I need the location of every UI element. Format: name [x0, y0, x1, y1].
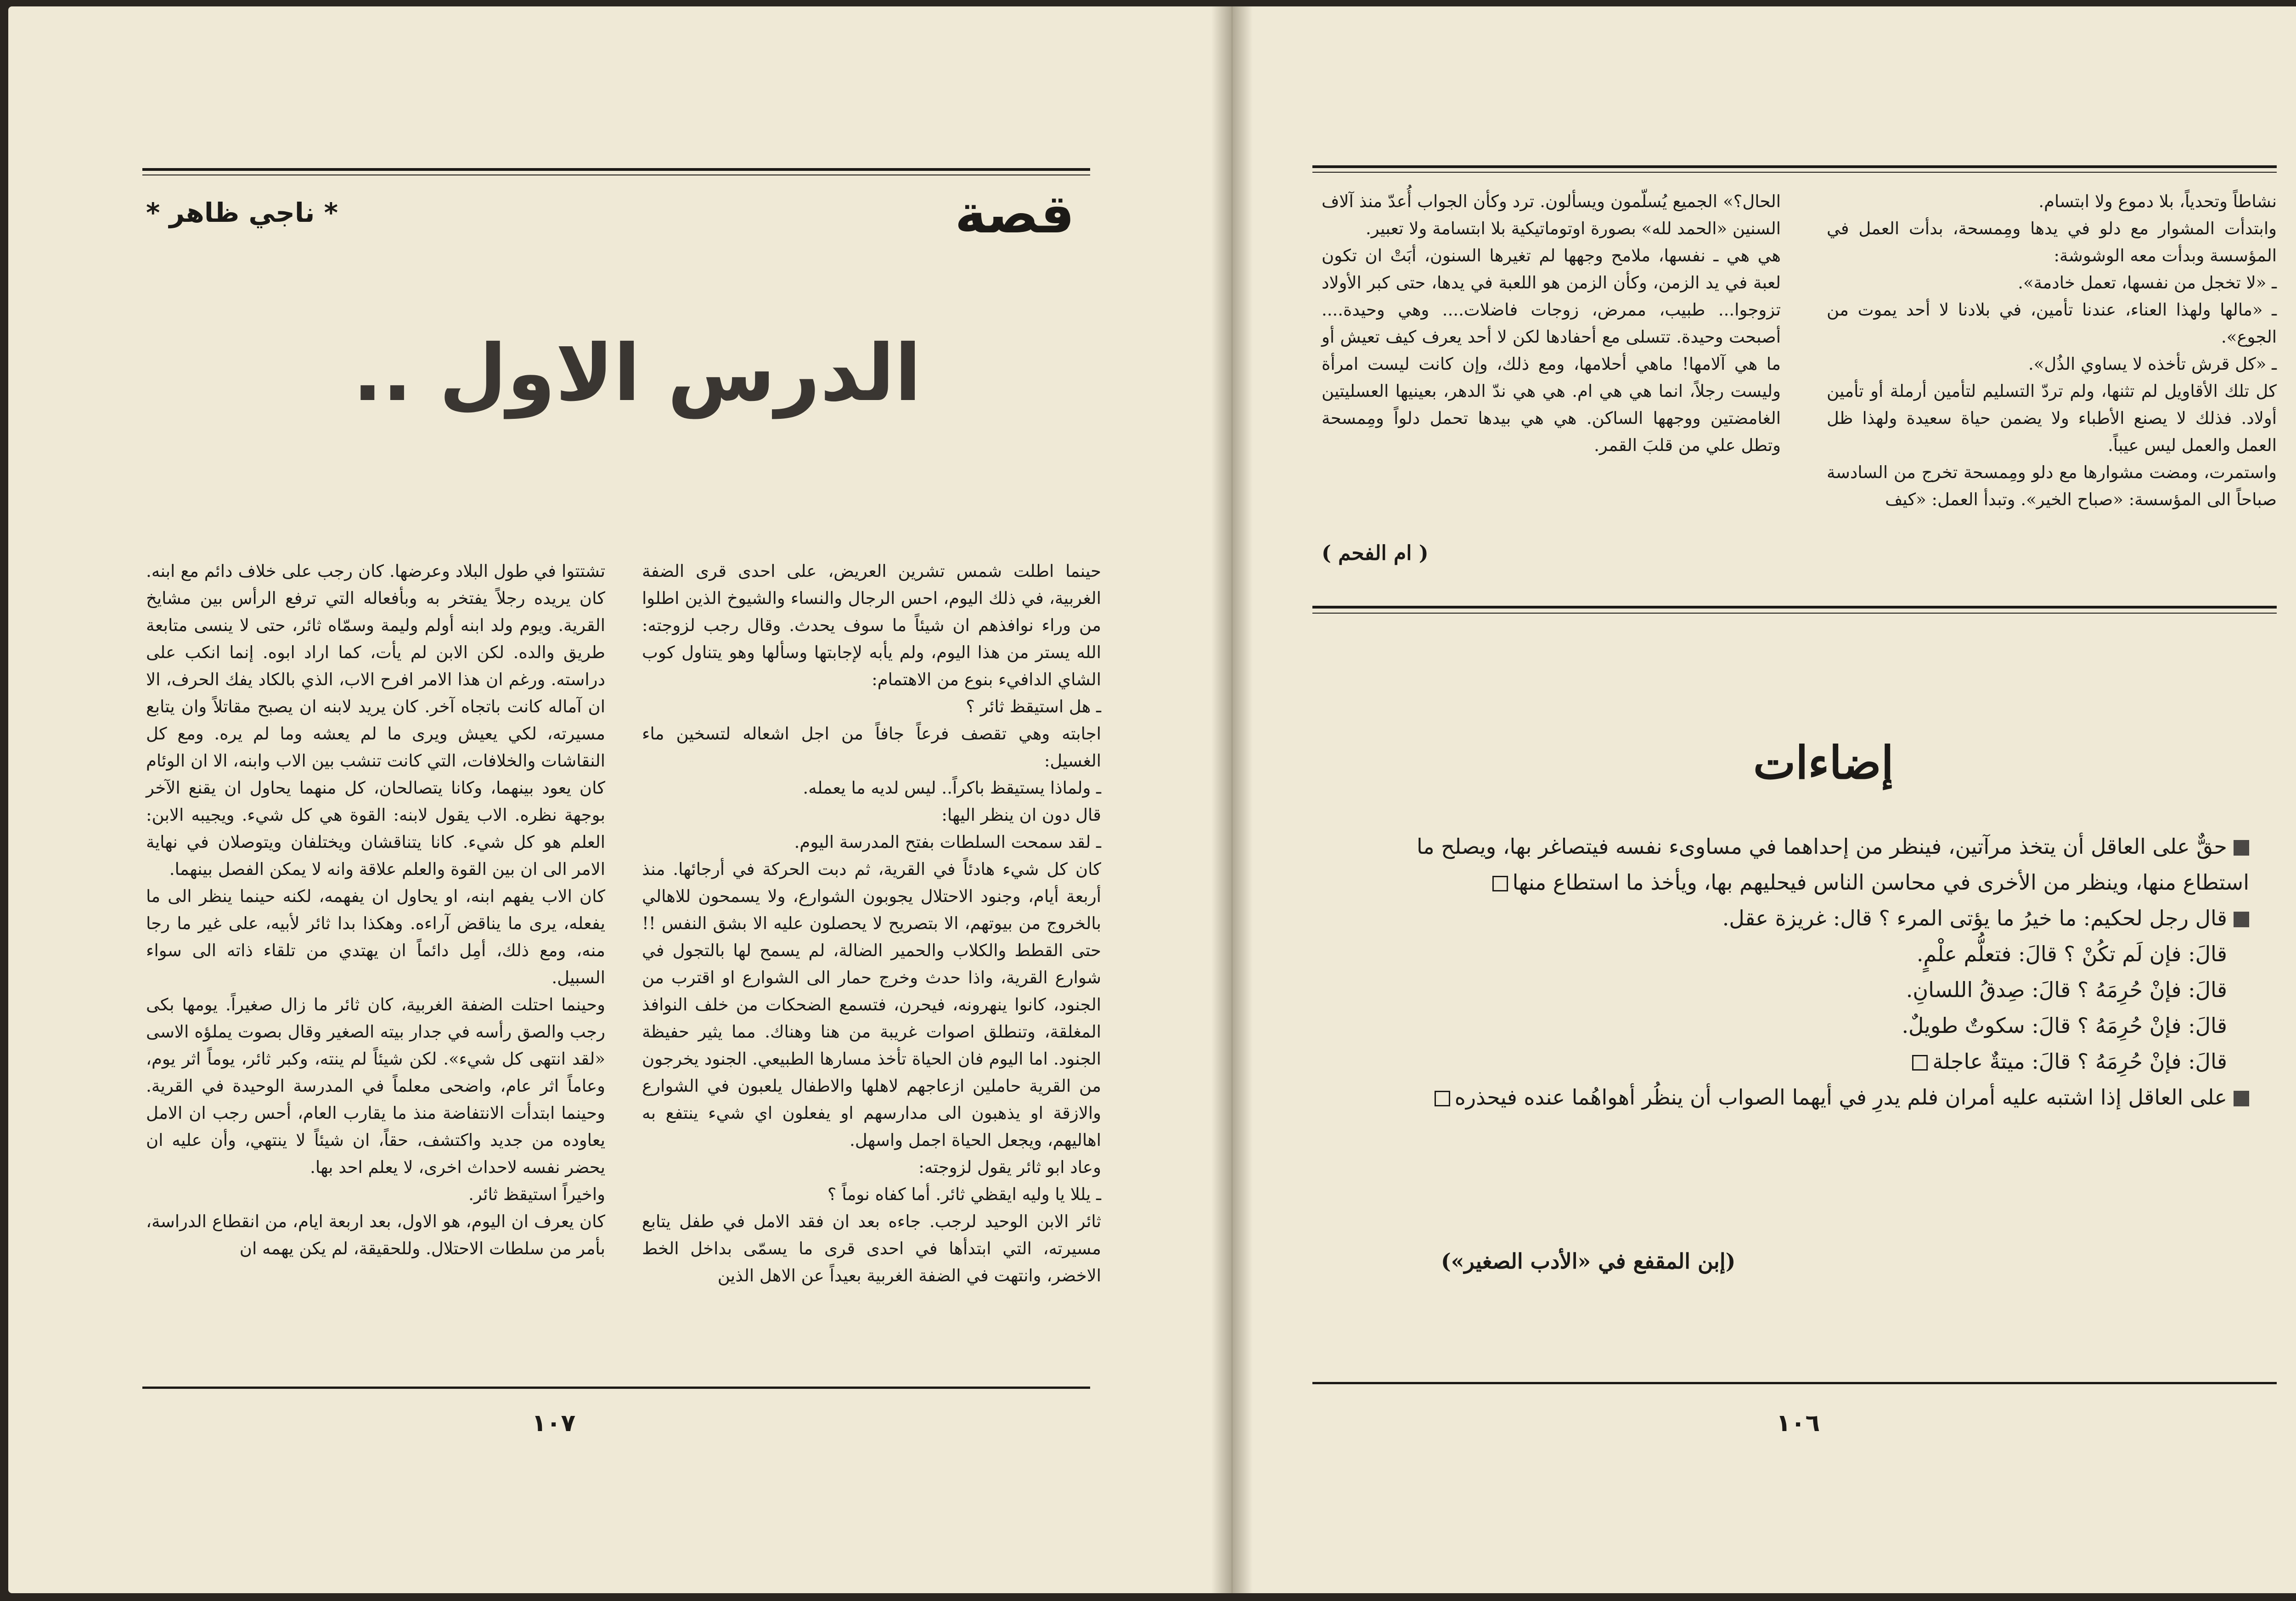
right-top-rule: [1312, 165, 2277, 168]
end-square-icon: [1912, 1055, 1928, 1071]
paragraph: وابتدأت المشوار مع دلو في يدها ومِمسحة، بدأت العمل في المؤسسة وبدأت معه الوشوشة:: [1827, 219, 2277, 265]
magazine-spread: [8, 6, 2296, 1593]
bullet-square-icon: [2234, 840, 2249, 856]
paragraph: ثائر الابن الوحيد لرجب. جاءه بعد ان فقد الامل في طفل يتابع مسيرته، التي ابتدأها في احدى قرى ما يسمّى بداخل الخط الاخضر، وانتهت في الضفة الغربية بعيداً عن الاهل الذين: [642, 1212, 1101, 1285]
idaat-item: قال رجل لحكيم: ما خيرُ ما يؤتى المرء ؟ قال: غريزة عقل.: [1395, 900, 2249, 936]
right-mid-rule: [1312, 606, 2277, 609]
article-column-right: [1827, 188, 2277, 513]
paragraph: نشاطاً وتحدياً، بلا دموع ولا ابتسام.: [2038, 192, 2277, 211]
paragraph: ـ هل استيقظ ثائر ؟: [966, 697, 1101, 716]
idaat-item: حقٌّ على العاقل أن يتخذ مرآتين، فينظر من إحداهما في مساوىء نفسه فيتصاغر بها، ويصلح ما استطاع منها، وينظر من الأخرى في محاسن الناس فيحليهم بها، ويأخذ ما استطاع منها: [1416, 834, 2249, 895]
idaat-item: قالَ: فإنْ حُرِمَهُ ؟ قالَ: ميتةٌ عاجلة: [1395, 1043, 2249, 1079]
paragraph: اجابته وهي تقصف فرعاً جافاً من اجل اشعاله لتسخين ماء الغسيل:: [642, 724, 1101, 771]
right-mid-rule-thin: [1312, 613, 2277, 614]
paragraph: ـ يللا يا وليه ايقظي ثائر. أما كفاه نوماً ؟: [827, 1184, 1101, 1204]
story-column-left: [146, 558, 605, 1262]
idaat-item: قالَ: فإن لَم تكُنْ ؟ قالَ: فتعلُّم علْمٍ.: [1916, 941, 2227, 966]
section-label: قصة: [955, 183, 1075, 245]
paragraph: وحينما احتلت الضفة الغربية، كان ثائر ما زال صغيراً. يومها بكى رجب والصق رأسه في جدار بيته الصغير وقال بصوت يملؤه الاسى «لقد انتهى كل شيء». لكن شيئاً لم ينته، وكبر ثائر، يوماً اثر يوم، وعاماً اثر عام، واضحى معلماً في المدرسة الوحيدة في القرية. وحينما ابتدأت الانتفاضة منذ ما يقارب العام، أحس رجب ان الامل يعاوده من جديد واكتشف، حقاً، ان شيئاً لا ينتهي، وأن عليه ان يحضر نفسه لاحداث اخرى، لا يعلم احد بها.: [146, 995, 605, 1177]
paragraph: قال دون ان ينظر اليها:: [941, 805, 1101, 825]
paragraph: ـ «كل قرش تأخذه لا يساوي الذُل».: [2028, 354, 2277, 374]
paragraph: ـ ولماذا يستيقظ باكراً.. ليس لديه ما يعمله.: [803, 778, 1101, 798]
paragraph: كل تلك الأقاويل لم تثنها، ولم تردّ التسليم لتأمين أرملة أو تأمين أولاد. فذلك لا يصنع الأطباء ولا يضمن حياة سعيدة ولهذا ظل العمل والعمل ليس عيباً.: [1827, 381, 2277, 455]
paragraph: كان الاب يفهم ابنه، او يحاول ان يفهمه، لكنه حينما ينظر الى ما يفعله، يرى ما يناقض آراءه. وهكذا بدا ثائر لأبيه، على غير ما رجا منه، ومع ذلك، أمِل دائماً ان يهتدي من تلقاء ذاته الى سواء السبيل.: [146, 886, 605, 987]
paragraph: ـ لقد سمحت السلطات بفتح المدرسة اليوم.: [794, 832, 1101, 852]
bullet-square-icon: [2234, 912, 2249, 927]
paragraph: ـ «لا تخجل من نفسها، تعمل خادمة».: [2018, 273, 2277, 293]
paragraph: هي هي ـ نفسها، ملامح وجهها لم تغيرها السنون، أبَتْ ان تكون لعبة في يد الزمن، وكأن الزمن هو اللعبة في يدها، حتى كبر الأولاد تزوجوا... طبيب، ممرض، زوجات فاضلات.... وهي وحيدة.... أصبحت وحيدة. تتسلى مع أحفادها لكن لا أحد يعرف كيف تعيش أو ما هي آلامها! ماهي أحلامها، ومع ذلك، وإن كانت ليست امرأة وليست رجلاً، انما هي هي ام. هي هي ندّ الدهر، بعينيها العسليتين الغامضتين ووجهها الساكن. هي هي بيدها تحمل دلواً ومِمسحة وتطل علي من قلبَ القمر.: [1322, 246, 1781, 455]
page-number-right: ١٠٦: [1776, 1409, 1820, 1437]
article-column-left: [1322, 188, 1781, 459]
idaat-item: قالَ: فإنْ حُرِمَهُ ؟ قالَ: صِدقُ اللسانِ.: [1906, 977, 2227, 1002]
article-signature: ( ام الفحم ): [1322, 541, 1429, 565]
paragraph: تشتتوا في طول البلاد وعرضها. كان رجب على خلاف دائم مع ابنه. كان يريده رجلاً يفتخر به وبأفعاله التي ترفع الرأس بين مشايخ القرية. ويوم ولد ابنه أولم وليمة وسمّاه ثائر، حتى لا ينسى متابعة طريق والده. لكن الابن لم يأت، كما اراد ابوه. إنما انكب على دراسته. ورغم ان هذا الامر افرح الاب، الذي بالكاد يفك الحرف، الا ان آماله كانت باتجاه آخر. كان يريد لابنه ان يصبح مقاتلاً وان يتابع مسيرته، لكي يعيش ويرى ما لم يعشه وما لم يره. ومع كل النقاشات والخلافات، التي كانت تنشب بين الاب وابنه، الا ان الوئام كان يعود بينهما، وكانا يتصالحان، كل منهما يحاول ان يقنع الآخر بوجهة نظره. الاب يقول لابنه: القوة هي كل شيء. ويجيبه الابن: العلم هو كل شيء. كانا يتناقشان ويختلفان ويتوصلان في نهاية الامر الى ان بين القوة والعلم علاقة وانه لا يمكن الفصل بينهما.: [146, 561, 606, 879]
page-number-left: ١٠٧: [532, 1409, 576, 1437]
right-bottom-rule: [1312, 1382, 2277, 1384]
paragraph: حينما اطلت شمس تشرين العريض، على احدى قرى الضفة الغربية، في ذلك اليوم، احس الرجال والنساء والشيوخ الذين اطلوا من وراء نوافذهم ان شيئاً ما سوف يحدث. وقال رجب لزوجته: الله يستر من هذا اليوم، ولم يأبه لإجابتها وسألها وهو يتناول كوب الشاي الدافيء بنوع من الاهتمام:: [642, 561, 1101, 689]
bullet-square-icon: [2234, 1091, 2249, 1106]
book-gutter: [1211, 6, 1253, 1593]
left-top-rule: [142, 168, 1090, 171]
story-column-right: [642, 558, 1101, 1289]
end-square-icon: [1435, 1091, 1450, 1106]
left-bottom-rule: [142, 1387, 1090, 1389]
paragraph: كان كل شيء هادئاً في القرية، ثم دبت الحركة في أرجائها. منذ أربعة أيام، وجنود الاحتلال يجوبون الشوارع، ولا يسمحون للاهالي بالخروج من بيوتهم، الا بتصريح لا يحصلون عليه الا بشق النفس !! حتى القطط والكلاب والحمير الضالة، لم يسمح لها بالتجول في شوارع القرية، واذا حدث وخرج حمار الى الشوارع او اقترب من الجنود، كانوا ينهرونه، فيحرن، فتسمع الضحكات من خلف النوافذ المغلقة، وتنطلق اصوات غريبة من هنا وهناك. مما يثير حفيظة الجنود. اما اليوم فان الحياة تأخذ مسارها الطبيعي. الجنود يخرجون من القرية حاملين ازعاجهم لاهلها والاطفال يلعبون في الشوارع والازقة او يذهبون الى مدارسهم او يفعلون اي شيء ينتفع به اهاليهم، ويجعل الحياة اجمل واسهل.: [642, 859, 1101, 1150]
paragraph: ـ «مالها ولهذا العناء، عندنا تأمين، في بلادنا لا أحد يموت من الجوع».: [1827, 300, 2277, 347]
idaat-item: قالَ: فإنْ حُرِمَهُ ؟ قالَ: سكوتٌ طويلٌ.: [1902, 1013, 2227, 1038]
author-name: * ناجي ظاهر *: [146, 197, 338, 228]
paragraph: واخيراً استيقظ ثائر.: [468, 1184, 605, 1204]
idaat-item: على العاقل إذا اشتبه عليه أمران فلم يدرِ في أيهما الصواب أن ينظُر أهواهُما عنده فيحذره: [1395, 1079, 2249, 1115]
paragraph: واستمرت، ومضت مشوارها مع دلو ومِمسحة تخرج من السادسة صباحاً الى المؤسسة: «صباح الخير». وتبدأ العمل: «كيف: [1827, 462, 2277, 509]
idaat-heading: إضاءات: [1753, 737, 1894, 789]
idaat-list: [1395, 829, 2249, 1115]
paragraph: وعاد ابو ثائر يقول لزوجته:: [918, 1157, 1101, 1177]
story-title: الدرس الاول ..: [353, 328, 922, 419]
paragraph: الحال؟» الجميع يُسلّمون ويسألون. ترد وكأن الجواب أُعدّ منذ آلاف السنين «الحمد لله» بصورة اوتوماتيكية بلا ابتسامة ولا تعبير.: [1322, 192, 1781, 238]
paragraph: كان يعرف ان اليوم، هو الاول، بعد اربعة ايام، من انقطاع الدراسة، بأمر من سلطات الاحتلال. وللحقيقة، لم يكن يهمه ان: [146, 1212, 605, 1258]
idaat-source: (إبن المقفع في «الأدب الصغير»): [1441, 1249, 1736, 1274]
end-square-icon: [1492, 876, 1508, 891]
right-top-rule-thin: [1312, 172, 2277, 173]
